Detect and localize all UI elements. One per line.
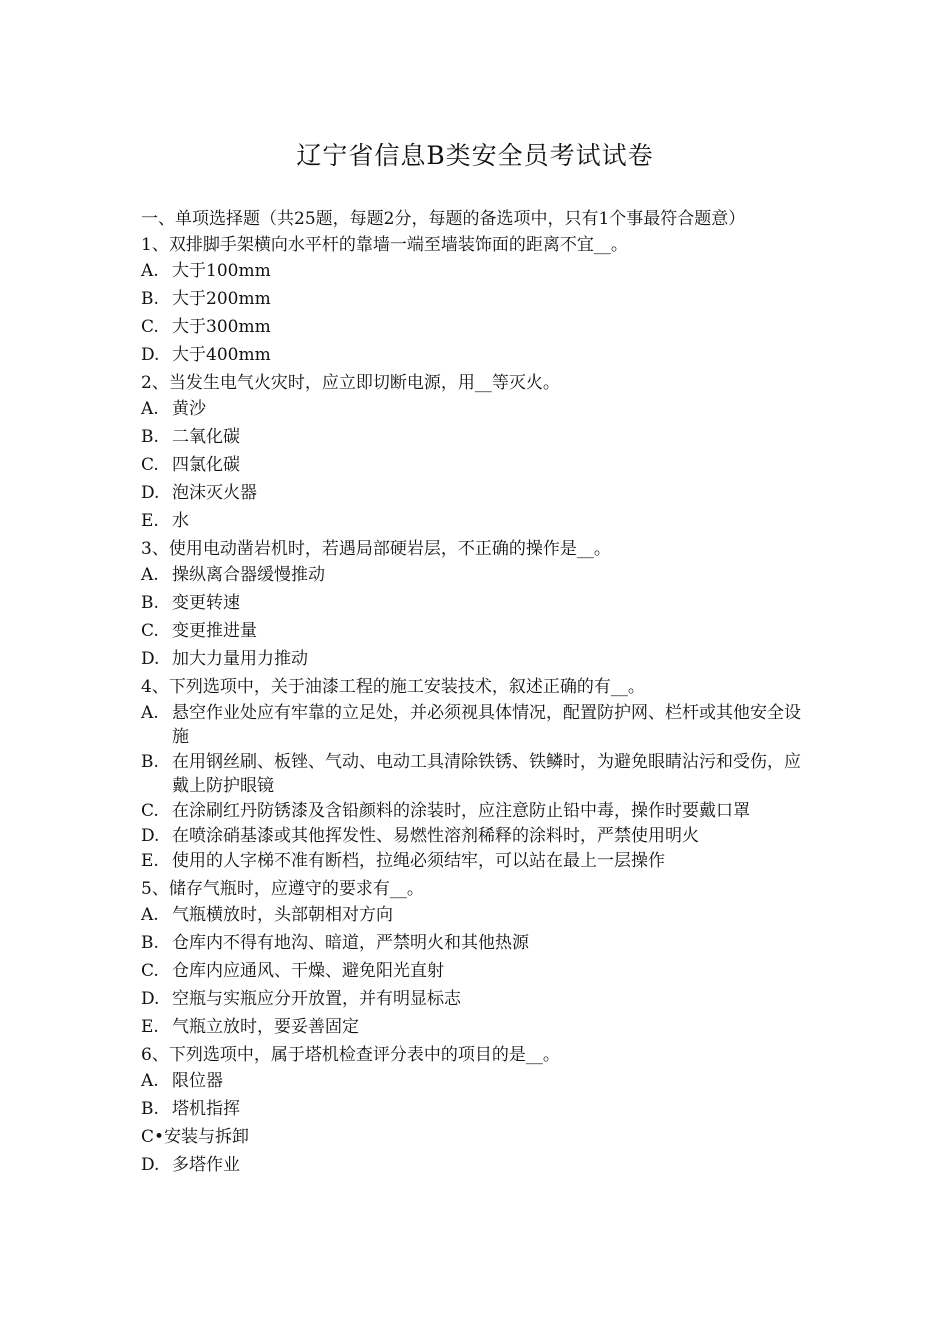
answer-option [141,701,809,749]
answer-option [141,750,809,798]
option-text: 黄沙 [172,399,206,419]
answer-option [141,343,809,367]
option-text: 在用钢丝刷、板锉、气动、电动工具清除铁锈、铁鳞时，为避免眼睛沾污和受伤，应戴上防护眼镜 [172,752,801,796]
option-letter: A. [141,565,159,585]
option-text: 使用的人字梯不准有断档，拉绳必须结牢，可以站在最上一层操作 [172,851,665,871]
option-text: 仓库内不得有地沟、暗道，严禁明火和其他热源 [172,933,529,953]
option-text: 四氯化碳 [172,455,240,475]
question-stem: 5、储存气瓶时，应遵守的要求有__。 [141,879,424,899]
option-text: 大于400mm [172,345,271,365]
option-text: 大于200mm [172,289,271,309]
question-stem: 1、双排脚手架横向水平杆的靠墙一端至墙装饰面的距离不宜__。 [141,235,628,255]
option-letter: C. [141,621,159,641]
option-letter: D. [141,1155,160,1175]
answer-option [141,563,809,587]
answer-option [141,647,809,671]
option-text: 在喷涂硝基漆或其他挥发性、易燃性溶剂稀释的涂料时，严禁使用明火 [172,826,699,846]
option-text: 塔机指挥 [172,1099,240,1119]
answer-option [141,1097,809,1121]
answer-option [141,1069,809,1093]
question-stem: 4、下列选项中，关于油漆工程的施工安装技术，叙述正确的有__。 [141,677,645,697]
option-letter: D. [141,345,160,365]
option-text: 限位器 [172,1071,223,1091]
answer-option [141,509,809,533]
answer-option [141,397,809,421]
option-letter: D. [141,826,160,846]
answer-option [141,849,809,873]
option-letter: A. [141,905,159,925]
answer-option [141,619,809,643]
option-letter: B. [141,289,159,309]
option-text: 大于100mm [172,261,271,281]
option-text: 多塔作业 [172,1155,240,1175]
answer-option [141,259,809,283]
option-text: 仓库内应通风、干燥、避免阳光直射 [172,961,444,981]
option-letter: D. [141,483,160,503]
option-text: 操纵离合器缓慢推动 [172,565,325,585]
option-text: 气瓶横放时，头部朝相对方向 [172,905,393,925]
option-letter: E. [141,511,159,531]
question-stem: 2、当发生电气火灾时，应立即切断电源，用__等灭火。 [141,373,560,393]
answer-option [141,287,809,311]
option-letter: C. [141,961,159,981]
answer-option [141,903,809,927]
option-letter: B. [141,593,159,613]
option-letter: D. [141,989,160,1009]
section-header: 一、单项选择题（共25题，每题2分，每题的备选项中，只有1个事最符合题意） [141,209,746,229]
answer-option [141,931,809,955]
option-letter: E. [141,851,159,871]
question-stem: 3、使用电动凿岩机时，若遇局部硬岩层，不正确的操作是__。 [141,539,611,559]
option-text: 变更转速 [172,593,240,613]
answer-option [141,1015,809,1039]
answer-option [141,425,809,449]
document-title: 辽宁省信息B类安全员考试试卷 [296,141,654,170]
option-letter: E. [141,1017,159,1037]
answer-option [141,315,809,339]
option-text: 二氧化碳 [172,427,240,447]
option-text: 气瓶立放时，要妥善固定 [172,1017,359,1037]
option-letter: B. [141,1099,159,1119]
option-letter: C. [141,317,159,337]
answer-option [141,824,809,848]
answer-option [141,591,809,615]
option-letter: B. [141,752,159,772]
option-letter: A. [141,1071,159,1091]
option-letter: A. [141,399,159,419]
answer-option [141,799,809,823]
option-letter: B. [141,933,159,953]
option-text: 在涂刷红丹防锈漆及含铅颜料的涂装时，应注意防止铅中毒，操作时要戴口罩 [172,801,750,821]
option-letter: C• [141,1127,165,1147]
question-stem: 6、下列选项中，属于塔机检查评分表中的项目的是__。 [141,1045,560,1065]
answer-option [141,1153,809,1177]
answer-option [141,453,809,477]
option-letter: B. [141,427,159,447]
answer-option [141,987,809,1011]
option-text: 空瓶与实瓶应分开放置，并有明显标志 [172,989,461,1009]
option-letter: A. [141,703,159,723]
option-letter: D. [141,649,160,669]
option-text: 水 [172,511,189,531]
option-text: 悬空作业处应有牢靠的立足处，并必须视具体情况，配置防护网、栏杆或其他安全设施 [172,703,801,747]
option-letter: A. [141,261,159,281]
option-text: 变更推进量 [172,621,257,641]
option-letter: C. [141,455,159,475]
answer-option [141,481,809,505]
option-text: 泡沫灭火器 [172,483,257,503]
answer-option [141,1125,809,1149]
option-text: 安装与拆卸 [164,1127,250,1147]
option-letter: C. [141,801,159,821]
option-text: 大于300mm [172,317,271,337]
option-text: 加大力量用力推动 [172,649,308,669]
answer-option [141,959,809,983]
question-list [141,207,809,1181]
